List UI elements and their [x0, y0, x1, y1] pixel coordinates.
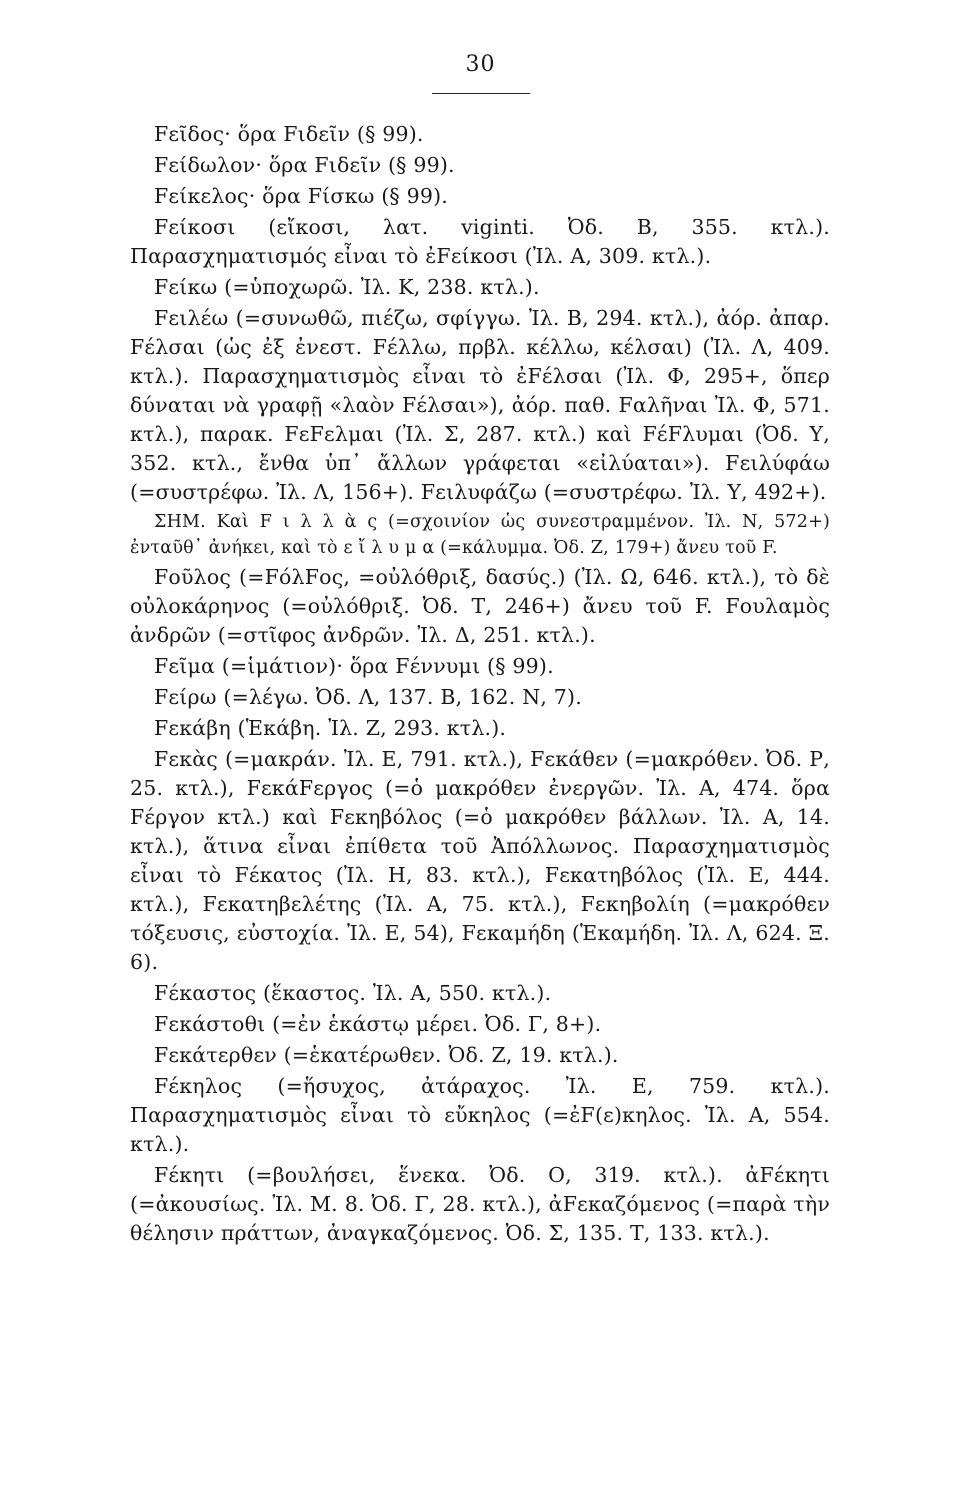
entry-feikosi: Fείκοσι (εἴκοσι, λατ. viginti. Ὀδ. Β, 355. κτλ.). Παρασχηματισμός εἶναι τὸ ἐFείκοσι (Ἰλ. Α, 309. κτλ.). — [130, 215, 830, 268]
page-number: 30 — [465, 52, 496, 77]
entry-foulos: Fοῦλος (=FόλFος, =οὐλόθριξ, δασύς.) (Ἰλ. Ω, 646. κτλ.), τὸ δὲ οὐλοκάρηνος (=οὐλόθριξ. Ὀδ. Τ, 246+) ἄνευ τοῦ F. Fουλαμὸς ἀνδρῶν (=στῖφος ἀνδρῶν. Ἰλ. Δ, 251. κτλ.). — [130, 565, 830, 647]
entry-fekastothi: Fεκάστοθι (=ἐν ἑκάστῳ μέρει. Ὀδ. Γ, 8+). — [154, 1012, 602, 1036]
entry-fekaterthen: Fεκάτερθεν (=ἑκατέρωθεν. Ὀδ. Ζ, 19. κτλ.). — [154, 1043, 619, 1067]
entry-feiko: Fείκω (=ὑποχωρῶ. Ἰλ. Κ, 238. κτλ.). — [154, 275, 540, 299]
entry-feidos: Fεῖδος· ὅρα Fιδεῖν (§ 99). — [154, 122, 424, 146]
entry-feileo: Fειλέω (=συνωθῶ, πιέζω, σφίγγω. Ἰλ. Β, 294. κτλ.), ἀόρ. ἀπαρ. Fέλσαι (ὡς ἐξ ἐνεστ. Fέλλω, πρβλ. κέλλω, κέλσαι) (Ἰλ. Λ, 409. κτλ.). Παρασχηματισμὸς εἶναι τὸ ἐFέλσαι (Ἰλ. Φ, 295+, ὅπερ δύναται νὰ γραφῇ «λαὸν Fέλσαι»), ἀόρ. παθ. Fαλῆναι Ἰλ. Φ, 571. κτλ.), παρακ. FεFελμαι (Ἰλ. Σ, 287. κτλ.) καὶ FέFλυμαι (Ὀδ. Υ, 352. κτλ., ἔνθα ὑπ᾽ ἄλλων γράφεται «εἰλύαται»). Fειλύφάω (=συστρέφω. Ἰλ. Λ, 156+). Fειλυφάζω (=συστρέφω. Ἰλ. Υ, 492+). — [130, 306, 830, 504]
lexicon-entries — [130, 120, 830, 1250]
entry-feikelos: Fείκελος· ὅρα Fίσκω (§ 99). — [154, 184, 448, 208]
entry-feidolon: Fείδωλον· ὅρα Fιδεῖν (§ 99). — [154, 153, 455, 177]
entry-feketi: Fέκητι (=βουλήσει, ἕνεκα. Ὀδ. Ο, 319. κτλ.). ἀFέκητι (=ἀκουσίως. Ἰλ. Μ. 8. Ὀδ. Γ, 28. κτλ.), ἀFεκαζόμενος (=παρὰ τὴν θέλησιν πράττων, ἀναγκαζόμενος. Ὀδ. Σ, 135. Τ, 133. κτλ.). — [130, 1163, 830, 1245]
entry-fekabe: Fεκάβη (Ἑκάβη. Ἰλ. Ζ, 293. κτλ.). — [154, 716, 507, 740]
header-rule — [432, 93, 530, 94]
entry-feiro: Fείρω (=λέγω. Ὀδ. Λ, 137. Β, 162. Ν, 7). — [154, 685, 582, 709]
entry-feima: Fεῖμα (=ἱμάτιον)· ὅρα Fέννυμι (§ 99). — [154, 654, 554, 678]
note-sim: ΣΗΜ. Καὶ F ι λ λ ὰ ς (=σχοινίον ὡς συνεστραμμένον. Ἰλ. Ν, 572+) ἐνταῦθ᾽ ἀνήκει, καὶ τὸ ε ἴ λ υ μ α (=κάλυμμα. Ὀδ. Ζ, 179+) ἄνευ τοῦ F. — [130, 512, 830, 558]
entry-fekastos: Fέκαστος (ἕκαστος. Ἰλ. Α, 550. κτλ.). — [154, 981, 552, 1005]
entry-fekas: Fεκὰς (=μακράν. Ἰλ. Ε, 791. κτλ.), Fεκάθεν (=μακρόθεν. Ὀδ. Ρ, 25. κτλ.), FεκάFεργος (=ὁ μακρόθεν ἐνεργῶν. Ἰλ. Α, 474. ὅρα Fέργον κτλ.) καὶ Fεκηβόλος (=ὁ μακρόθεν βάλλων. Ἰλ. Α, 14. κτλ.), ἅτινα εἶναι ἐπίθετα τοῦ Ἀπόλλωνος. Παρασχηματισμὸς εἶναι τὸ Fέκατος (Ἰλ. Η, 83. κτλ.), Fεκατηβόλος (Ἰλ. Ε, 444. κτλ.), Fεκατηβελέτης (Ἰλ. Α, 75. κτλ.), Fεκηβολίη (=μακρόθεν τόξευσις, εὐστοχία. Ἰλ. Ε, 54), Fεκαμήδη (Ἑκαμήδη. Ἰλ. Λ, 624. Ξ. 6). — [130, 747, 830, 974]
entry-fekelos: Fέκηλος (=ἥσυχος, ἀτάραχος. Ἰλ. Ε, 759. κτλ.). Παρασχηματισμὸς εἶναι τὸ εὔκηλος (=ἐF(ε)κηλος. Ἰλ. Α, 554. κτλ.). — [130, 1074, 830, 1156]
